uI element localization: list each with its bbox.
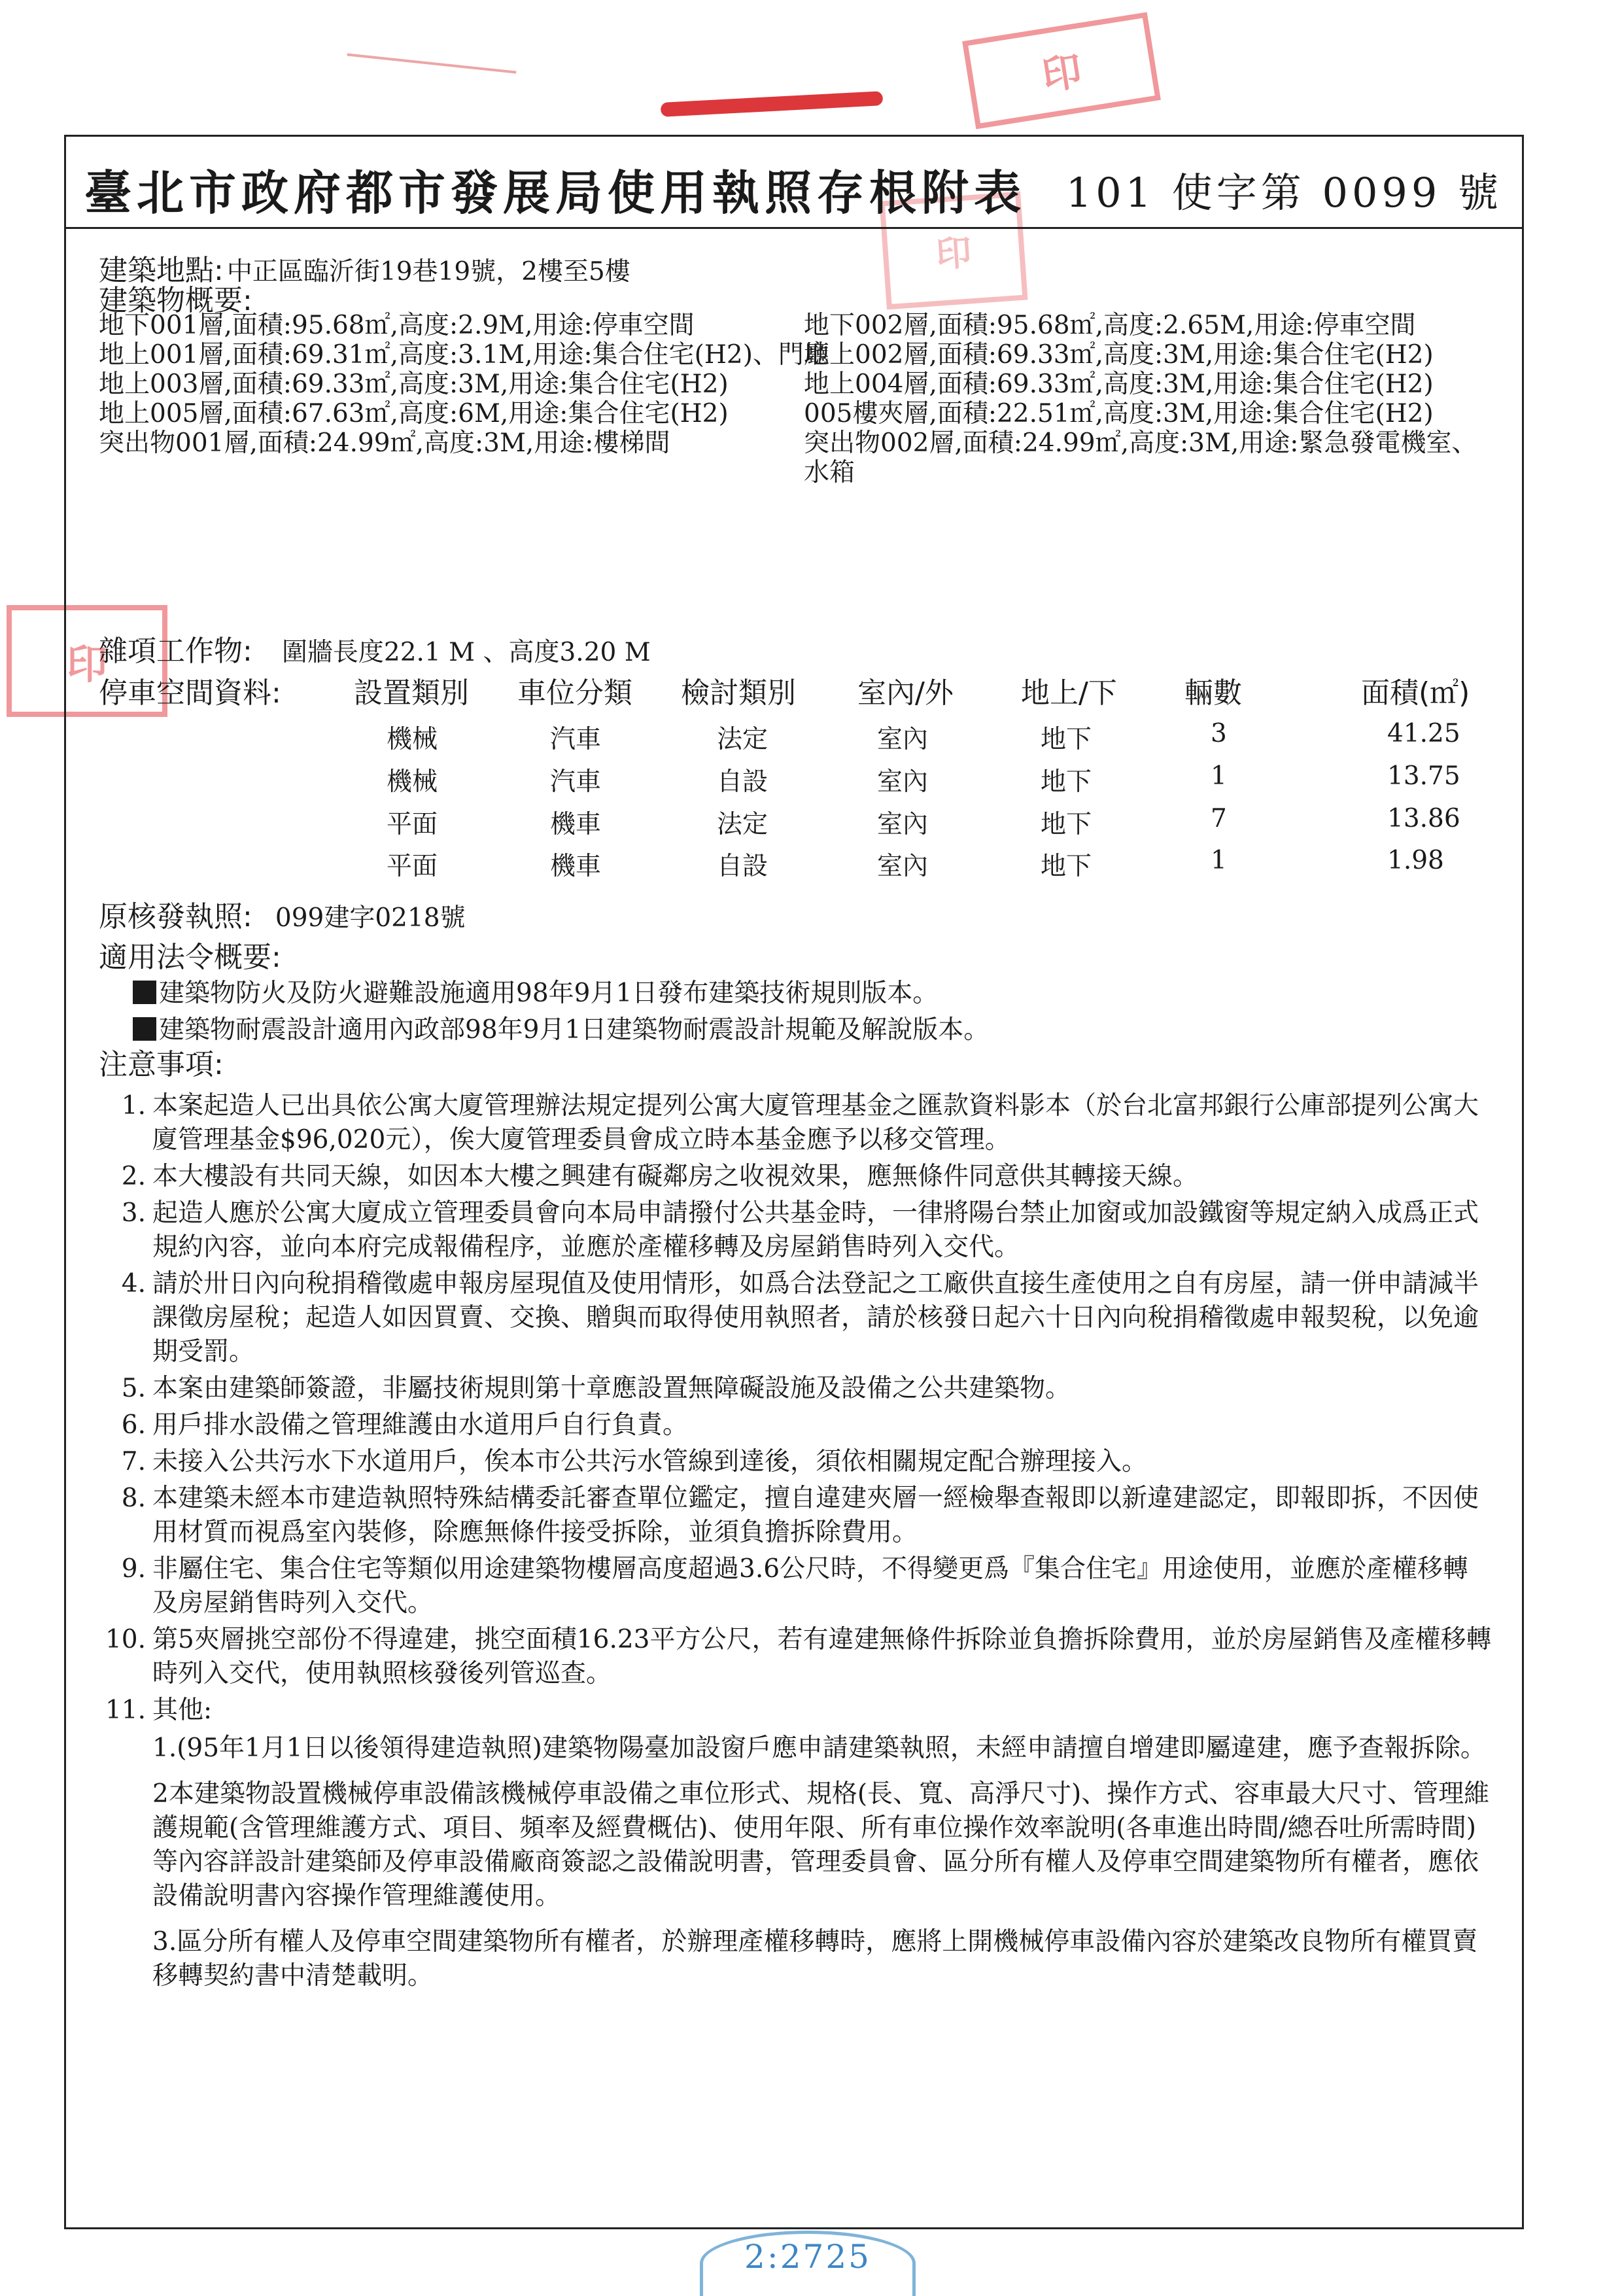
note-text: 請於卅日內向稅捐稽徵處申報房屋現值及使用情形，如爲合法登記之工廠供直接生產使用之自有房屋，請一併申請減半課徵房屋稅；起造人如因買賣、交換、贈與而取得使用執照者，請於核發日起六十日內向稅捐稽徵處申報契稅，以免逾期受罰。 [152,1269,1479,1366]
note-item [99,1196,1492,1264]
note-number: 6. [121,1410,146,1440]
note-item [99,1160,1492,1194]
law-text: 建築物防火及防火避難設施適用98年9月1日發布建築技術規則版本。 [159,979,939,1008]
red-seal-top: 印 [962,12,1161,129]
parking-header: 設置類別 [354,676,469,710]
parking-cell: 1 [1211,846,1227,875]
overview-left-column [99,311,871,458]
parking-header: 輛數 [1184,676,1242,710]
parking-cell: 平面 [387,852,438,881]
note-item [99,1482,1492,1550]
note-text: 未接入公共污水下水道用戶，俟本市公共污水管線到達後，須依相關規定配合辦理接入。 [152,1447,1148,1476]
parking-cell: 自設 [717,767,768,797]
parking-cell: 室內 [877,810,929,839]
law-text: 建築物耐震設計適用內政部98年9月1日建築物耐震設計規範及解說版本。 [159,1015,990,1045]
site-label: 建築地點: [99,254,224,287]
parking-cell: 機械 [387,725,438,754]
parking-cell: 1.98 [1387,846,1444,875]
parking-cell: 7 [1211,804,1227,833]
parking-header: 面積(㎡) [1361,676,1470,710]
note-item [99,1694,1492,1728]
parking-header: 檢討類別 [681,676,796,710]
parking-header: 車位分類 [517,676,632,710]
note-number: 8. [121,1484,146,1513]
parking-cell: 法定 [717,810,768,839]
other-item: 2本建築物設置機械停車設備該機械停車設備之車位形式、規格(長、寬、高淨尺寸)、操作方式、容車最大尺寸、管理維護規範(含管理維護方式、項目、頻率及經費概估)、使用年限、所有車位操作效率說明(各車進出時間/總吞吐所需時間)等內容詳設計建築師及停車設備廠商簽認之設備說明書，管理委員會、區分所有權人及停車空間建築物所有權者，應依設備說明書內容操作管理維護使用。 [152,1779,1490,1911]
site-value: 中正區臨沂街19巷19號，2樓至5樓 [226,257,630,287]
note-item [99,1089,1492,1157]
parking-cell: 平面 [387,810,438,839]
note-number: 7. [121,1447,146,1476]
overview-line: 地上004層,面積:69.33㎡,高度:3M,用途:集合住宅(H2) [804,370,1434,399]
misc-label: 雜項工作物: [99,635,252,668]
notes-list [99,1089,1492,2005]
note-number: 9. [121,1554,146,1584]
parking-label: 停車空間資料: [99,676,281,710]
parking-cell: 地下 [1041,810,1092,839]
note-item [99,1623,1492,1691]
original-permit-row [99,893,466,935]
overview-line: 地上001層,面積:69.31㎡,高度:3.1M,用途:集合住宅(H2)、門廳 [99,340,829,370]
note-number: 1. [121,1091,146,1121]
laws-label: 適用法令概要: [99,941,281,974]
note-item [99,1372,1492,1406]
header [66,137,1522,229]
law-item [133,1009,989,1046]
note-item [99,1445,1492,1479]
overview-line: 地上005層,面積:67.63㎡,高度:6M,用途:集合住宅(H2) [99,399,729,428]
parking-cell: 地下 [1041,725,1092,754]
parking-cell: 13.75 [1387,761,1460,791]
parking-cell: 1 [1211,761,1227,791]
note-text: 本案由建築師簽證，非屬技術規則第十章應設置無障礙設施及設備之公共建築物。 [152,1374,1071,1403]
original-permit-value: 099建字0218號 [275,903,466,933]
original-permit-label: 原核發執照: [99,900,252,933]
parking-cell: 機車 [550,810,602,839]
note-text: 用戶排水設備之管理維護由水道用戶自行負責。 [152,1410,689,1440]
note-item [99,1552,1492,1620]
overview-line: 地下002層,面積:95.68㎡,高度:2.65M,用途:停車空間 [804,311,1416,340]
note-text: 起造人應於公寓大廈成立管理委員會向本局申請撥付公共基金時，一律將陽台禁止加窗或加設鐵窗等規定納入成爲正式規約內容，並向本府完成報備程序，並應於產權移轉及房屋銷售時列入交代。 [152,1198,1479,1262]
parking-header: 室內/外 [857,676,954,710]
parking-cell: 室內 [877,852,929,881]
note-text: 本大樓設有共同天線，如因本大樓之興建有礙鄰房之收視效果，應無條件同意供其轉接天線。 [152,1162,1199,1191]
note-number: 3. [121,1198,146,1228]
parking-cell: 3 [1211,719,1227,748]
parking-cell: 機車 [550,852,602,881]
other-item: 3.區分所有權人及停車空間建築物所有權者，於辦理產權移轉時，應將上開機械停車設備內容於建築改良物所有權買賣移轉契約書中清楚載明。 [152,1927,1478,1991]
note-text: 本案起造人已出具依公寓大廈管理辦法規定提列公寓大廈管理基金之匯款資料影本（於台北富邦銀行公庫部提列公寓大廈管理基金$96,020元），俟大廈管理委員會成立時本基金應予以移交管理。 [152,1091,1479,1155]
overview-right-column [804,311,1497,487]
note-text: 第5夾層挑空部份不得違建，挑空面積16.23平方公尺，若有違建無條件拆除並負擔拆除費用，並於房屋銷售及產權移轉時列入交代，使用執照核發後列管巡查。 [152,1625,1492,1688]
overview-line: 突出物001層,面積:24.99㎡,高度:3M,用途:樓梯間 [99,428,670,458]
misc-value: 圍牆長度22.1 M 、高度3.20 M [281,638,651,667]
page-title: 臺北市政府都市發展局使用執照存根附表 [84,165,1027,220]
note-number: 11. [105,1696,146,1725]
note-number: 2. [121,1162,146,1191]
overview-line: 地上003層,面積:69.33㎡,高度:3M,用途:集合住宅(H2) [99,370,729,399]
note-text: 其他: [152,1696,213,1725]
overview-line: 005樓夾層,面積:22.51㎡,高度:3M,用途:集合住宅(H2) [804,399,1434,428]
note-text: 非屬住宅、集合住宅等類似用途建築物樓層高度超過3.6公尺時，不得變更爲『集合住宅』用途使用，並應於產權移轉及房屋銷售時列入交代。 [152,1554,1469,1618]
note-number: 5. [121,1374,146,1403]
note-item [99,1408,1492,1442]
permit-number: 101 使字第 0099 號 [1065,169,1502,217]
overview-line: 地上002層,面積:69.33㎡,高度:3M,用途:集合住宅(H2) [804,340,1434,370]
parking-cell: 汽車 [550,725,602,754]
overview-label: 建築物概要: [99,284,252,317]
note-number: 10. [105,1625,146,1654]
note-number: 4. [121,1269,146,1298]
permit-frame [64,135,1524,2229]
note-item [99,1267,1492,1369]
parking-cell: 13.86 [1387,804,1460,833]
red-seal-left: 印 [7,605,167,717]
parking-cell: 法定 [717,725,768,754]
ink-stroke [347,53,517,73]
overview-line: 地下001層,面積:95.68㎡,高度:2.9M,用途:停車空間 [99,311,695,340]
misc-row [99,627,651,669]
parking-cell: 室內 [877,767,929,797]
red-marker-line [661,91,884,117]
filled-square-icon [133,1017,156,1041]
blue-stamp: 2:2725 [700,2231,916,2296]
parking-header: 地上/下 [1021,676,1117,710]
parking-cell: 地下 [1041,767,1092,797]
parking-cell: 室內 [877,725,929,754]
parking-cell: 汽車 [550,767,602,797]
parking-cell: 地下 [1041,852,1092,881]
red-seal-middle: 印 [879,192,1027,310]
note-text: 本建築未經本市建造執照特殊結構委託審查單位鑑定，擅自違建夾層一經檢舉查報即以新違建認定，即報即拆，不因使用材質而視爲室內裝修，除應無條件接受拆除，並須負擔拆除費用。 [152,1484,1479,1547]
overview-line: 突出物002層,面積:24.99㎡,高度:3M,用途:緊急發電機室、水箱 [804,428,1477,487]
parking-cell: 41.25 [1387,719,1460,748]
notes-label: 注意事項: [99,1048,224,1081]
other-item: 1.(95年1月1日以後領得建造執照)建築物陽臺加設窗戶應申請建築執照，未經申請擅自增建即屬違建，應予查報拆除。 [152,1733,1486,1763]
parking-cell: 機械 [387,767,438,797]
filled-square-icon [133,981,156,1004]
parking-cell: 自設 [717,852,768,881]
law-item [133,973,938,1009]
